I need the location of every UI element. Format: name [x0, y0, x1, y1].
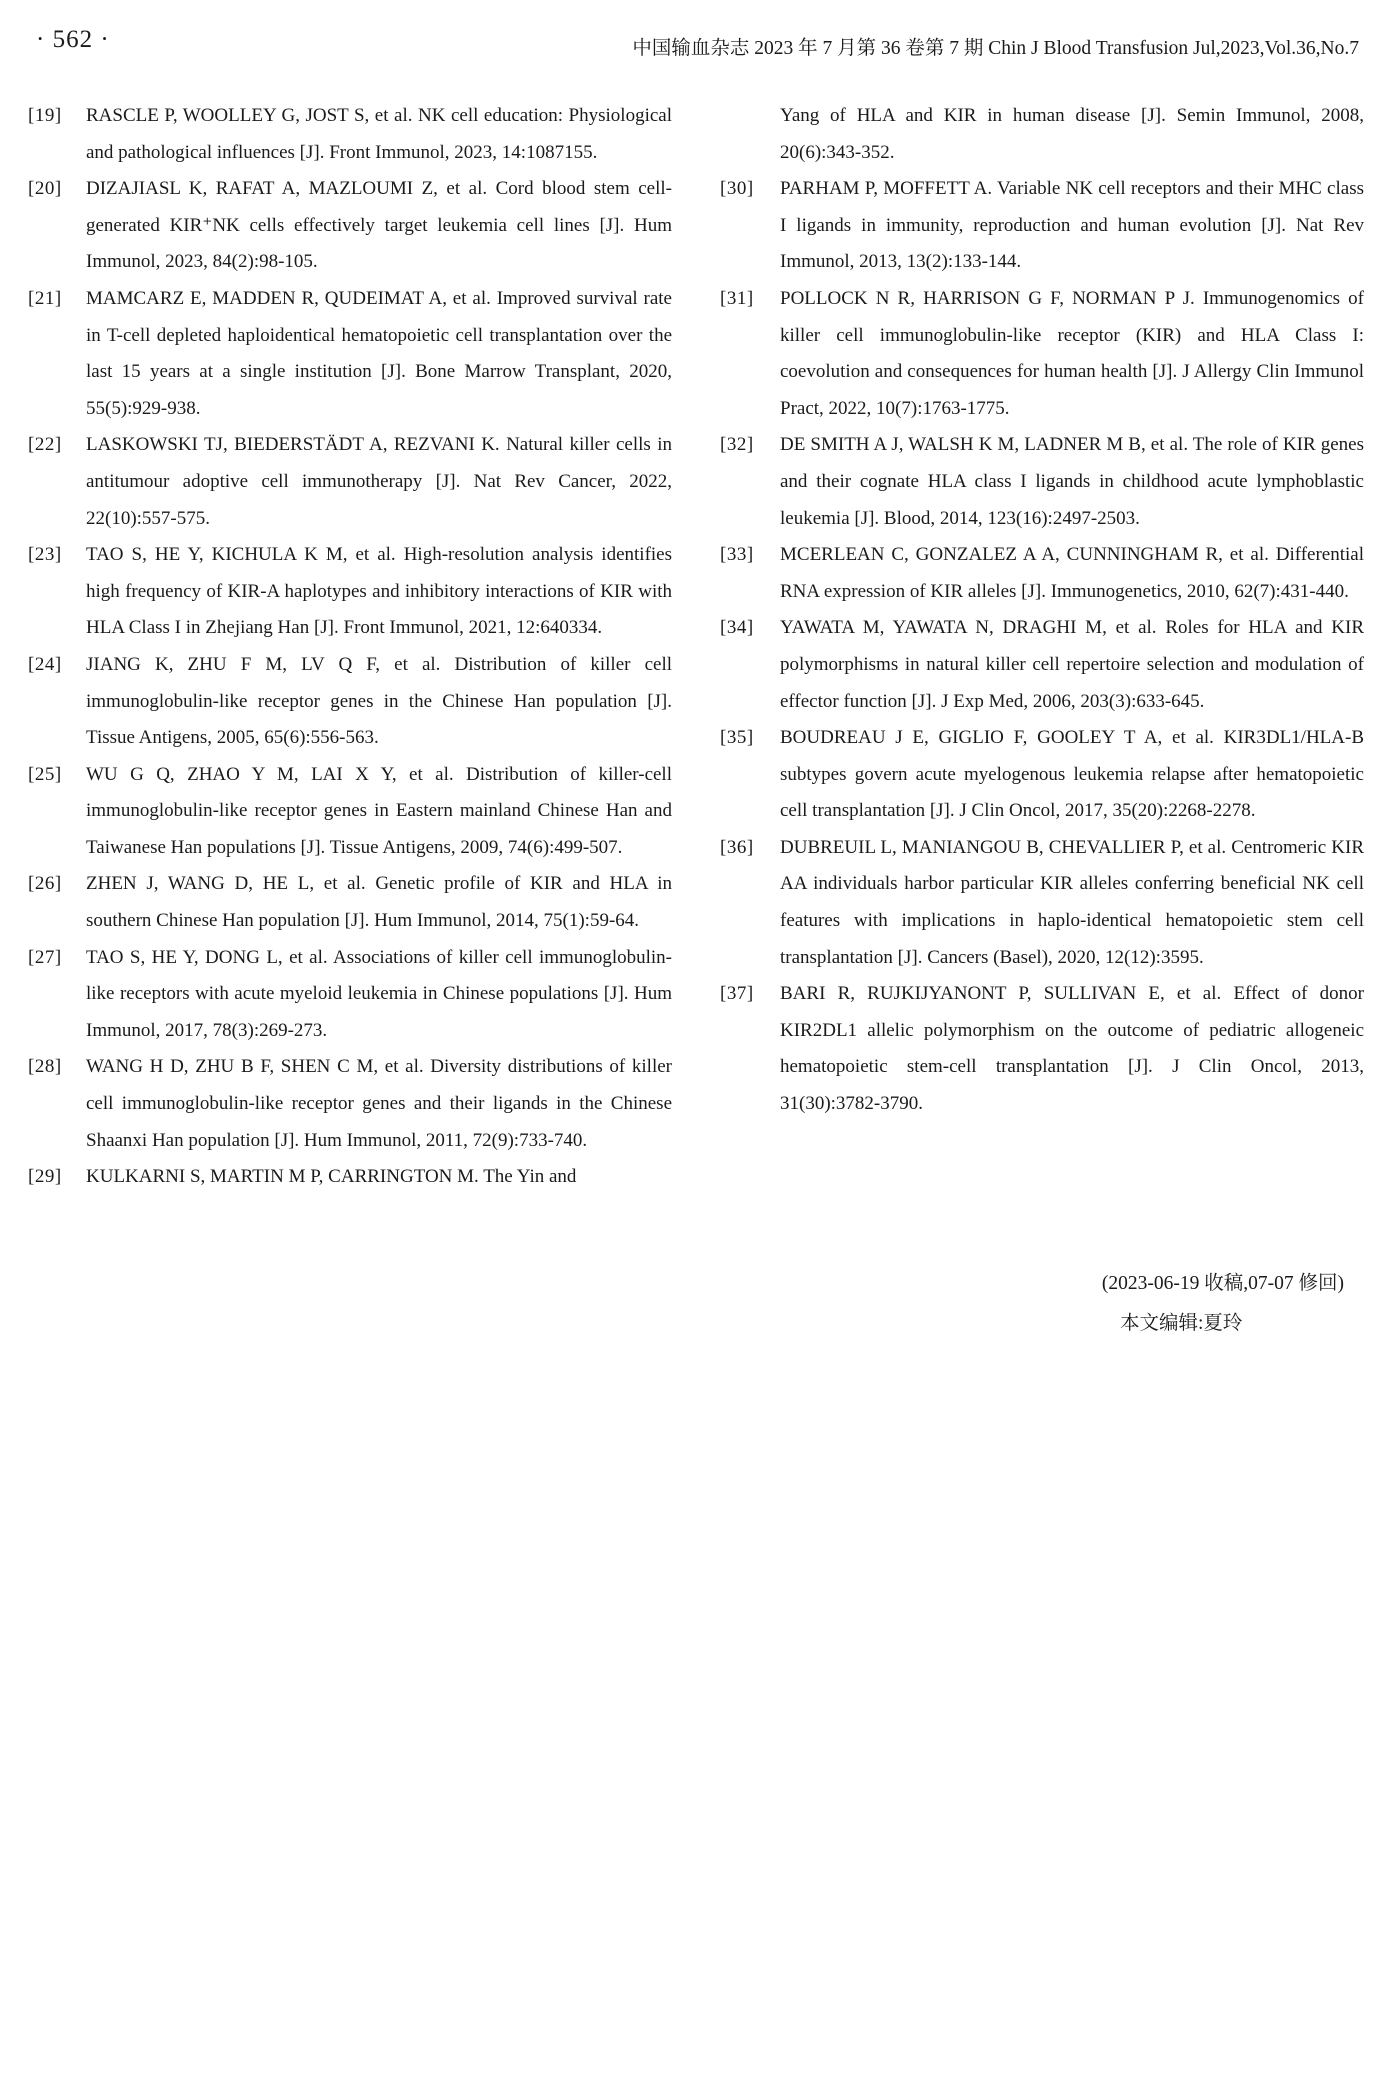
reference-item — [28, 98, 672, 171]
reference-text: BOUDREAU J E, GIGLIO F, GOOLEY T A, et al. KIR3DL1/HLA-B subtypes govern acute myelogenous leukemia relapse after hematopoietic cell transplantation [J]. J Clin Oncol, 2017, 35(20):2268-2278. — [780, 727, 1364, 822]
reference-number: [37] — [720, 983, 754, 1005]
reference-item — [720, 976, 1364, 1122]
received-revised-dates: (2023-06-19 收稿,07-07 修回) — [1101, 1273, 1344, 1294]
page-number: · 562 · — [36, 26, 110, 53]
reference-text: LASKOWSKI TJ, BIEDERSTÄDT A, REZVANI K. Natural killer cells in antitumour adoptive cell immunotherapy [J]. Nat Rev Cancer, 2022, 22(10):557-575. — [86, 434, 672, 529]
reference-text: Yang of HLA and KIR in human disease [J]. Semin Immunol, 2008, 20(6):343-352. — [780, 105, 1364, 163]
reference-item — [28, 537, 672, 647]
reference-number: [34] — [720, 617, 754, 639]
reference-number: [36] — [720, 836, 754, 858]
journal-citation-line: 中国输血杂志 2023 年 7 月第 36 卷第 7 期 Chin J Blood Transfusion Jul,2023,Vol.36,No.7 — [632, 38, 1359, 59]
reference-item — [28, 281, 672, 427]
editor-credit: 本文编辑:夏玲 — [1120, 1313, 1243, 1334]
reference-item — [28, 940, 672, 1050]
reference-item — [28, 647, 672, 757]
reference-text: ZHEN J, WANG D, HE L, et al. Genetic profile of KIR and HLA in southern Chinese Han population [J]. Hum Immunol, 2014, 75(1):59-64. — [86, 873, 672, 932]
reference-number: [25] — [28, 763, 62, 785]
reference-number: [33] — [720, 544, 754, 566]
reference-continuation — [720, 98, 1364, 171]
reference-text: MAMCARZ E, MADDEN R, QUDEIMAT A, et al. Improved survival rate in T-cell depleted haploidentical hematopoietic cell transplantation over the last 15 years at a single institution [J]. Bone Marrow Transplant, 2020, 55(5):929-938. — [86, 287, 672, 419]
reference-item — [28, 427, 672, 537]
reference-text: PARHAM P, MOFFETT A. Variable NK cell receptors and their MHC class I ligands in immunity, reproduction and human evolution [J]. Nat Rev Immunol, 2013, 13(2):133-144. — [780, 178, 1364, 273]
reference-text: YAWATA M, YAWATA N, DRAGHI M, et al. Roles for HLA and KIR polymorphisms in natural killer cell repertoire selection and modulation of effector function [J]. J Exp Med, 2006, 203(3):633-645. — [780, 617, 1364, 712]
reference-item — [720, 427, 1364, 537]
reference-text: WU G Q, ZHAO Y M, LAI X Y, et al. Distribution of killer-cell immunoglobulin-like receptor genes in Eastern mainland Chinese Han and Taiwanese Han populations [J]. Tissue Antigens, 2009, 74(6):499-507. — [86, 763, 672, 858]
reference-item — [720, 720, 1364, 830]
reference-number: [29] — [28, 1166, 62, 1188]
reference-number: [19] — [28, 105, 62, 126]
reference-text: DE SMITH A J, WALSH K M, LADNER M B, et al. The role of KIR genes and their cognate HLA class I ligands in childhood acute lymphoblastic leukemia [J]. Blood, 2014, 123(16):2497-2503. — [780, 434, 1364, 529]
reference-text: BARI R, RUJKIJYANONT P, SULLIVAN E, et al. Effect of donor KIR2DL1 allelic polymorphism on the outcome of pediatric allogeneic hematopoietic stem-cell transplantation [J]. J Clin Oncol, 2013, 31(30):3782-3790. — [780, 983, 1364, 1115]
reference-item — [28, 171, 672, 281]
reference-number: [35] — [720, 727, 754, 749]
reference-number: [27] — [28, 946, 62, 968]
reference-text: JIANG K, ZHU F M, LV Q F, et al. Distribution of killer cell immunoglobulin-like receptor genes in the Chinese Han population [J]. Tissue Antigens, 2005, 65(6):556-563. — [86, 653, 672, 749]
reference-list-right-column — [720, 98, 1364, 1123]
reference-text: KULKARNI S, MARTIN M P, CARRINGTON M. The Yin and — [86, 1166, 577, 1188]
reference-item — [720, 830, 1364, 976]
reference-item — [28, 1159, 672, 1196]
reference-item — [28, 866, 672, 939]
reference-text: TAO S, HE Y, KICHULA K M, et al. High-resolution analysis identifies high frequency of KIR-A haplotypes and inhibitory interactions of KIR with HLA Class I in Zhejiang Han [J]. Front Immunol, 2021, 12:640334. — [86, 544, 672, 639]
reference-text: DIZAJIASL K, RAFAT A, MAZLOUMI Z, et al. Cord blood stem cell-generated KIR⁺NK cells effectively target leukemia cell lines [J]. Hum Immunol, 2023, 84(2):98-105. — [86, 178, 672, 273]
reference-text: POLLOCK N R, HARRISON G F, NORMAN P J. Immunogenomics of killer cell immunoglobulin-like receptor (KIR) and HLA Class I: coevolution and consequences for human health [J]. J Allergy Clin Immunol Pract, 2022, 10(7):1763-1775. — [780, 287, 1364, 419]
reference-text: DUBREUIL L, MANIANGOU B, CHEVALLIER P, et al. Centromeric KIR AA individuals harbor particular KIR alleles conferring beneficial NK cell features with implications in haplo-identical hematopoietic stem cell transplantation [J]. Cancers (Basel), 2020, 12(12):3595. — [780, 836, 1364, 968]
reference-item — [28, 757, 672, 867]
reference-number: [28] — [28, 1056, 62, 1078]
reference-number: [32] — [720, 434, 754, 456]
reference-number: [31] — [720, 287, 754, 309]
reference-number: [21] — [28, 287, 62, 309]
reference-item — [28, 1049, 672, 1159]
reference-item — [720, 281, 1364, 427]
reference-text: MCERLEAN C, GONZALEZ A A, CUNNINGHAM R, et al. Differential RNA expression of KIR alleles [J]. Immunogenetics, 2010, 62(7):431-440. — [780, 544, 1364, 602]
reference-item — [720, 171, 1364, 281]
reference-number: [22] — [28, 434, 62, 456]
running-head — [0, 26, 1393, 66]
reference-item — [720, 537, 1364, 610]
reference-list-left-column — [28, 98, 672, 1196]
reference-number: [20] — [28, 178, 62, 200]
reference-number: [26] — [28, 873, 62, 895]
reference-text: TAO S, HE Y, DONG L, et al. Associations of killer cell immunoglobulin-like receptors with acute myeloid leukemia in Chinese populations [J]. Hum Immunol, 2017, 78(3):269-273. — [86, 946, 672, 1041]
reference-number: [30] — [720, 178, 754, 200]
reference-number: [24] — [28, 653, 62, 675]
reference-text: RASCLE P, WOOLLEY G, JOST S, et al. NK cell education: Physiological and pathological influences [J]. Front Immunol, 2023, 14:1087155. — [86, 105, 672, 163]
reference-text: WANG H D, ZHU B F, SHEN C M, et al. Diversity distributions of killer cell immunoglobulin-like receptor genes and their ligands in the Chinese Shaanxi Han population [J]. Hum Immunol, 2011, 72(9):733-740. — [86, 1056, 672, 1151]
reference-item — [720, 610, 1364, 720]
reference-number: [23] — [28, 544, 62, 566]
